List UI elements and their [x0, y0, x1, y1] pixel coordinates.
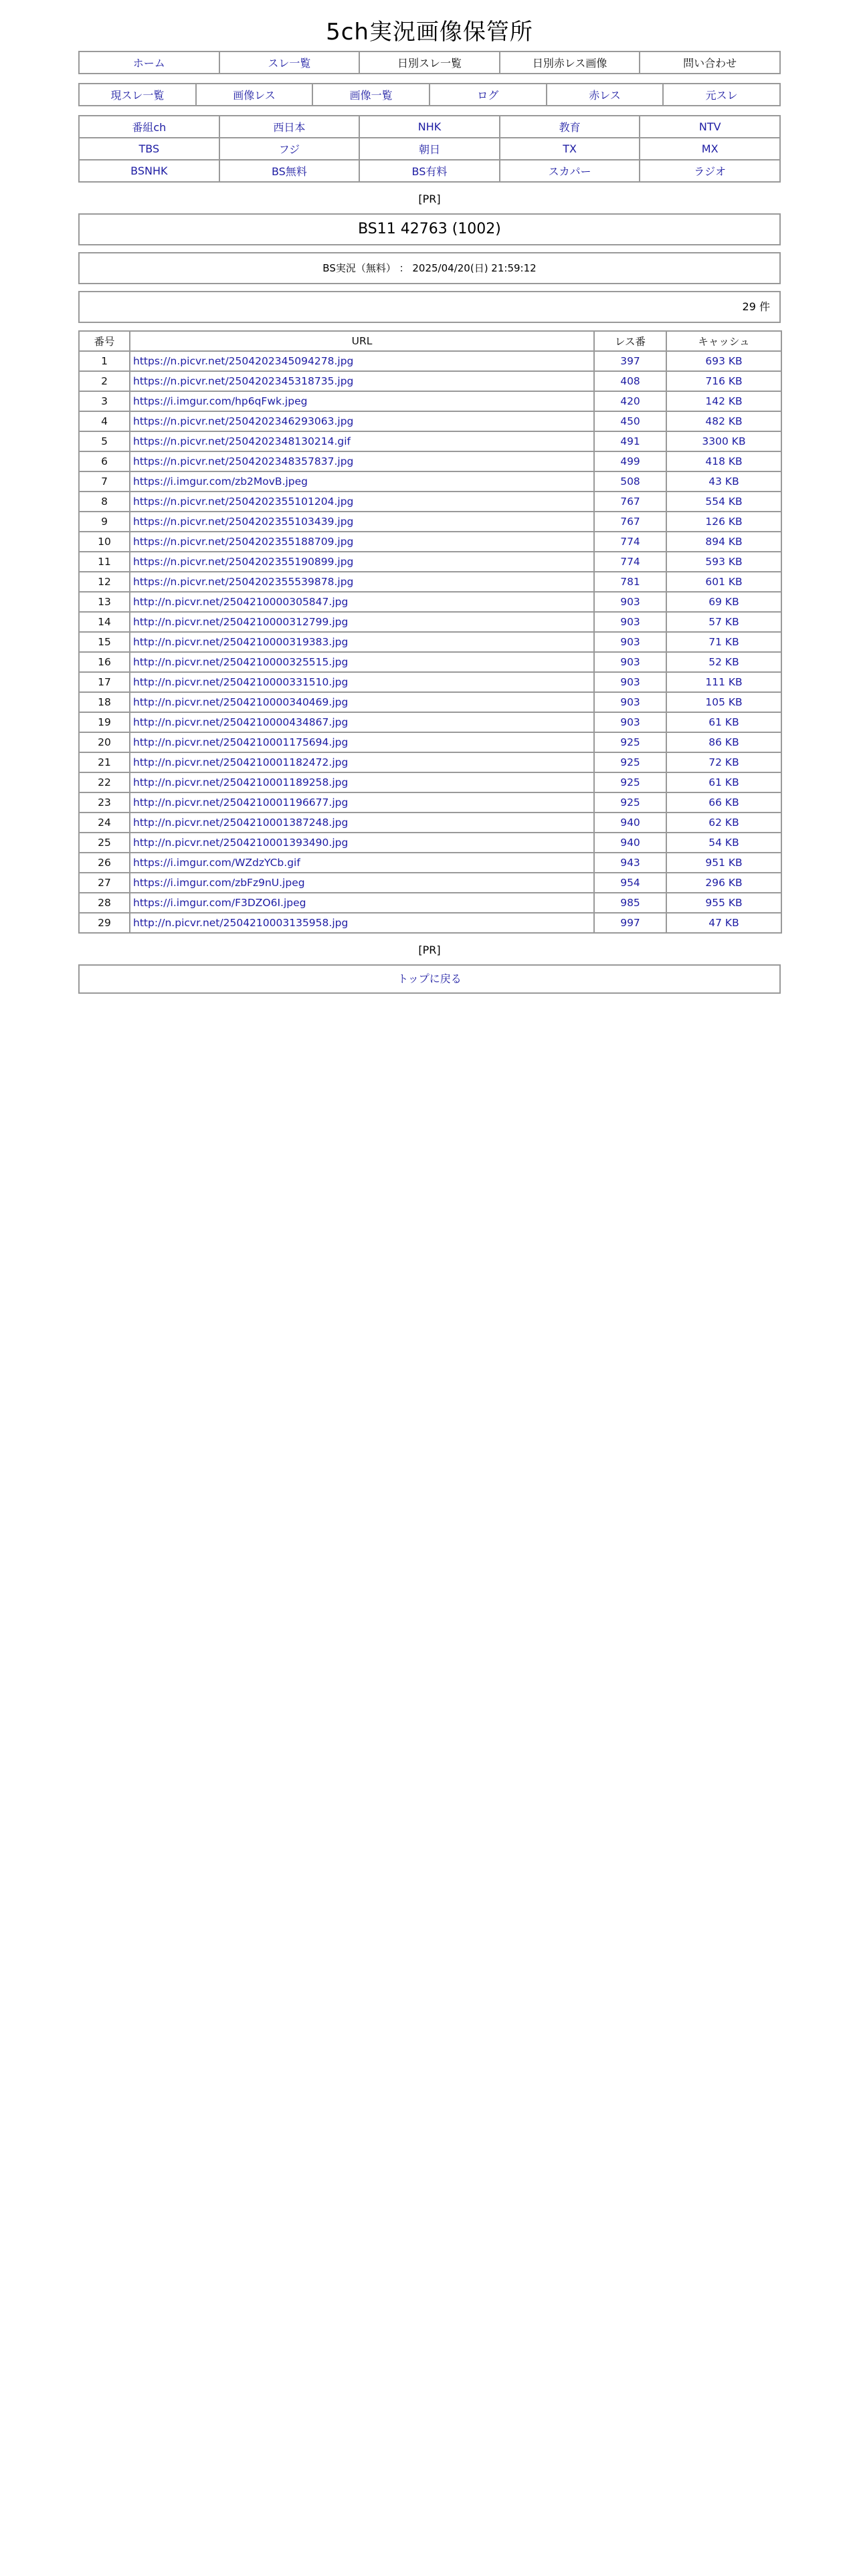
res-number-link[interactable]: 940 [594, 833, 666, 853]
table-row [79, 411, 781, 431]
thread-nav-item-2[interactable]: 画像レス [196, 84, 313, 106]
row-number: 15 [79, 632, 130, 652]
cache-link[interactable]: 142 KB [666, 391, 781, 411]
table-row [79, 431, 781, 451]
row-number: 23 [79, 792, 130, 813]
res-number-link[interactable]: 450 [594, 411, 666, 431]
table-row [79, 592, 781, 612]
channel-link[interactable]: BSNHK [79, 160, 219, 182]
res-number-link[interactable]: 943 [594, 853, 666, 873]
table-row [79, 552, 781, 572]
nav-item-2[interactable]: スレ一覧 [219, 51, 360, 74]
cache-link[interactable]: 126 KB [666, 512, 781, 532]
channel-link[interactable]: ラジオ [640, 160, 780, 182]
channel-link[interactable]: BS無料 [219, 160, 360, 182]
image-url-link[interactable]: http://n.picvr.net/2504210000319383.jpg [130, 632, 594, 652]
res-number-link[interactable]: 767 [594, 512, 666, 532]
channel-link[interactable]: NTV [640, 116, 780, 138]
row-number: 25 [79, 833, 130, 853]
image-url-link[interactable]: https://i.imgur.com/zb2MovB.jpeg [130, 471, 594, 492]
row-number: 21 [79, 752, 130, 772]
table-row [79, 692, 781, 712]
pr-label-bottom: [PR] [418, 944, 441, 956]
res-number-link[interactable]: 954 [594, 873, 666, 893]
cache-link[interactable]: 71 KB [666, 632, 781, 652]
thread-info: BS実況（無料） ： 2025/04/20(日) 21:59:12 [78, 252, 781, 284]
res-number-link[interactable]: 940 [594, 813, 666, 833]
cache-link[interactable]: 47 KB [666, 913, 781, 933]
image-url-link[interactable]: http://n.picvr.net/2504210000434867.jpg [130, 712, 594, 732]
res-number-link[interactable]: 903 [594, 592, 666, 612]
header-res-number: レス番 [594, 331, 666, 351]
row-number: 2 [79, 371, 130, 391]
result-count [78, 291, 781, 323]
res-number-link[interactable]: 903 [594, 692, 666, 712]
channel-link[interactable]: TBS [79, 138, 219, 160]
image-url-link[interactable]: http://n.picvr.net/2504210000331510.jpg [130, 672, 594, 692]
thread-nav-item-5[interactable]: 赤レス [547, 84, 664, 106]
pr-label-top: [PR] [418, 193, 441, 205]
channel-link[interactable]: BS有料 [359, 160, 500, 182]
table-row [79, 893, 781, 913]
cache-link[interactable]: 951 KB [666, 853, 781, 873]
channel-row [79, 138, 780, 160]
channel-row [79, 116, 780, 138]
res-number-link[interactable]: 903 [594, 652, 666, 672]
cache-link[interactable]: 3300 KB [666, 431, 781, 451]
header-url: URL [130, 331, 594, 351]
res-number-link[interactable]: 397 [594, 351, 666, 371]
row-number: 13 [79, 592, 130, 612]
cache-link[interactable]: 66 KB [666, 792, 781, 813]
row-number: 14 [79, 612, 130, 632]
res-number-link[interactable]: 925 [594, 772, 666, 792]
row-number: 20 [79, 732, 130, 752]
cache-link[interactable]: 111 KB [666, 672, 781, 692]
cache-link[interactable]: 54 KB [666, 833, 781, 853]
cache-link[interactable]: 43 KB [666, 471, 781, 492]
res-number-link[interactable]: 420 [594, 391, 666, 411]
cache-link[interactable]: 418 KB [666, 451, 781, 471]
image-url-link[interactable]: https://i.imgur.com/F3DZO6I.jpeg [130, 893, 594, 913]
page-container [78, 0, 781, 994]
table-row [79, 632, 781, 652]
image-url-link[interactable]: https://n.picvr.net/2504202355101204.jpg [130, 492, 594, 512]
channel-link[interactable]: 番組ch [79, 116, 219, 138]
cache-link[interactable]: 894 KB [666, 532, 781, 552]
image-url-link[interactable]: http://n.picvr.net/2504210001393490.jpg [130, 833, 594, 853]
image-url-link[interactable]: https://n.picvr.net/2504202348357837.jpg [130, 451, 594, 471]
image-url-link[interactable]: https://n.picvr.net/2504202345318735.jpg [130, 371, 594, 391]
row-number: 17 [79, 672, 130, 692]
table-row [79, 572, 781, 592]
image-url-link[interactable]: http://n.picvr.net/2504210001182472.jpg [130, 752, 594, 772]
channel-nav [78, 115, 781, 183]
image-url-link[interactable]: https://n.picvr.net/2504202355190899.jpg [130, 552, 594, 572]
row-number: 7 [79, 471, 130, 492]
res-number-link[interactable]: 774 [594, 552, 666, 572]
image-url-link[interactable]: http://n.picvr.net/2504210003135958.jpg [130, 913, 594, 933]
channel-link[interactable]: 教育 [500, 116, 640, 138]
thread-nav-item-4[interactable]: ログ [430, 84, 547, 106]
channel-link[interactable]: スカパー [500, 160, 640, 182]
row-number: 5 [79, 431, 130, 451]
cache-link[interactable]: 554 KB [666, 492, 781, 512]
nav-item-4[interactable]: 日別赤レス画像 [500, 51, 640, 74]
channel-link[interactable]: 西日本 [219, 116, 360, 138]
nav-item-5[interactable]: 問い合わせ [640, 51, 780, 74]
image-url-link[interactable]: https://n.picvr.net/2504202345094278.jpg [130, 351, 594, 371]
cache-link[interactable]: 955 KB [666, 893, 781, 913]
table-row [79, 391, 781, 411]
image-url-link[interactable]: https://i.imgur.com/WZdzYCb.gif [130, 853, 594, 873]
res-number-link[interactable]: 925 [594, 732, 666, 752]
row-number: 27 [79, 873, 130, 893]
table-row [79, 451, 781, 471]
cache-link[interactable]: 62 KB [666, 813, 781, 833]
header-cache: キャッシュ [666, 331, 781, 351]
image-table [78, 330, 782, 934]
cache-link[interactable]: 601 KB [666, 572, 781, 592]
cache-link[interactable]: 69 KB [666, 592, 781, 612]
channel-link[interactable]: フジ [219, 138, 360, 160]
table-row [79, 813, 781, 833]
thread-title: BS11 42763 (1002) [78, 213, 781, 245]
res-number-link[interactable]: 925 [594, 792, 666, 813]
cache-link[interactable]: 693 KB [666, 351, 781, 371]
res-number-link[interactable]: 499 [594, 451, 666, 471]
res-number-link[interactable]: 903 [594, 612, 666, 632]
image-url-link[interactable]: http://n.picvr.net/2504210000312799.jpg [130, 612, 594, 632]
header-number: 番号 [79, 331, 130, 351]
result-count-text: 29 件 [742, 300, 770, 313]
table-row [79, 913, 781, 933]
row-number: 9 [79, 512, 130, 532]
row-number: 22 [79, 772, 130, 792]
row-number: 24 [79, 813, 130, 833]
table-row [79, 732, 781, 752]
cache-link[interactable]: 482 KB [666, 411, 781, 431]
table-row [79, 752, 781, 772]
thread-nav-item-3[interactable]: 画像一覧 [312, 84, 430, 106]
image-url-link[interactable]: http://n.picvr.net/2504210000340469.jpg [130, 692, 594, 712]
res-number-link[interactable]: 781 [594, 572, 666, 592]
table-row [79, 873, 781, 893]
channel-link[interactable]: NHK [359, 116, 500, 138]
row-number: 16 [79, 652, 130, 672]
res-number-link[interactable]: 491 [594, 431, 666, 451]
channel-link[interactable]: 朝日 [359, 138, 500, 160]
image-url-link[interactable]: https://n.picvr.net/2504202355103439.jpg [130, 512, 594, 532]
table-header-row [79, 331, 781, 351]
cache-link[interactable]: 716 KB [666, 371, 781, 391]
image-url-link[interactable]: https://n.picvr.net/2504202348130214.gif [130, 431, 594, 451]
res-number-link[interactable]: 767 [594, 492, 666, 512]
row-number: 12 [79, 572, 130, 592]
image-url-link[interactable]: https://n.picvr.net/2504202355539878.jpg [130, 572, 594, 592]
table-row [79, 772, 781, 792]
table-row [79, 652, 781, 672]
table-row [79, 532, 781, 552]
back-to-top-link[interactable]: トップに戻る [78, 964, 781, 994]
row-number: 11 [79, 552, 130, 572]
cache-link[interactable]: 52 KB [666, 652, 781, 672]
cache-link[interactable]: 72 KB [666, 752, 781, 772]
nav-item-3[interactable]: 日別スレ一覧 [359, 51, 500, 74]
nav-item-1[interactable]: ホーム [79, 51, 219, 74]
thread-nav-item-1[interactable]: 現スレ一覧 [79, 84, 196, 106]
channel-link[interactable]: TX [500, 138, 640, 160]
table-row [79, 833, 781, 853]
res-number-link[interactable]: 903 [594, 632, 666, 652]
table-row [79, 792, 781, 813]
image-url-link[interactable]: https://i.imgur.com/zbFz9nU.jpeg [130, 873, 594, 893]
image-url-link[interactable]: http://n.picvr.net/2504210000325515.jpg [130, 652, 594, 672]
image-url-link[interactable]: http://n.picvr.net/2504210001175694.jpg [130, 732, 594, 752]
row-number: 8 [79, 492, 130, 512]
res-number-link[interactable]: 997 [594, 913, 666, 933]
row-number: 18 [79, 692, 130, 712]
image-url-link[interactable]: https://n.picvr.net/2504202355188709.jpg [130, 532, 594, 552]
image-url-link[interactable]: http://n.picvr.net/2504210000305847.jpg [130, 592, 594, 612]
row-number: 19 [79, 712, 130, 732]
image-url-link[interactable]: http://n.picvr.net/2504210001189258.jpg [130, 772, 594, 792]
table-row [79, 612, 781, 632]
table-row [79, 351, 781, 371]
image-url-link[interactable]: http://n.picvr.net/2504210001387248.jpg [130, 813, 594, 833]
row-number: 1 [79, 351, 130, 371]
table-row [79, 371, 781, 391]
row-number: 10 [79, 532, 130, 552]
channel-row [79, 160, 780, 182]
table-row [79, 853, 781, 873]
res-number-link[interactable]: 508 [594, 471, 666, 492]
cache-link[interactable]: 86 KB [666, 732, 781, 752]
image-url-link[interactable]: http://n.picvr.net/2504210001196677.jpg [130, 792, 594, 813]
cache-link[interactable]: 57 KB [666, 612, 781, 632]
cache-link[interactable]: 105 KB [666, 692, 781, 712]
row-number: 28 [79, 893, 130, 913]
row-number: 26 [79, 853, 130, 873]
res-number-link[interactable]: 903 [594, 712, 666, 732]
res-number-link[interactable]: 903 [594, 672, 666, 692]
thread-nav-item-6[interactable]: 元スレ [663, 84, 780, 106]
image-url-link[interactable]: https://n.picvr.net/2504202346293063.jpg [130, 411, 594, 431]
channel-link[interactable]: MX [640, 138, 780, 160]
table-row [79, 712, 781, 732]
image-url-link[interactable]: https://i.imgur.com/hp6qFwk.jpeg [130, 391, 594, 411]
res-number-link[interactable]: 774 [594, 532, 666, 552]
row-number: 4 [79, 411, 130, 431]
thread-nav [78, 83, 781, 106]
cache-link[interactable]: 61 KB [666, 772, 781, 792]
row-number: 6 [79, 451, 130, 471]
cache-link[interactable]: 593 KB [666, 552, 781, 572]
cache-link[interactable]: 296 KB [666, 873, 781, 893]
main-nav [78, 51, 781, 74]
table-row [79, 512, 781, 532]
table-row [79, 672, 781, 692]
res-number-link[interactable]: 985 [594, 893, 666, 913]
cache-link[interactable]: 61 KB [666, 712, 781, 732]
row-number: 3 [79, 391, 130, 411]
site-title: 5ch実況画像保管所 [326, 19, 533, 45]
res-number-link[interactable]: 408 [594, 371, 666, 391]
table-row [79, 471, 781, 492]
row-number: 29 [79, 913, 130, 933]
table-row [79, 492, 781, 512]
res-number-link[interactable]: 925 [594, 752, 666, 772]
